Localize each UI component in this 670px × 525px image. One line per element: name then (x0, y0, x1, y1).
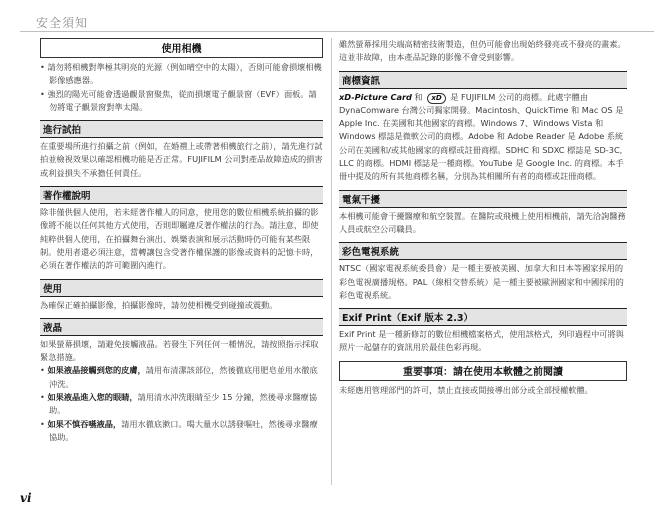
copyright-text: 除非僅供個人使用，若未經著作權人的同意，使用您的數位相機系統拍攝的影像將不能以任何其他方式使用，否則即屬違反著作權法的行為。請注意，即使純粹供個人使用，在拍攝舞台演出、娛樂表演和展示活動時仍可能有某些限制。使用者還必須注意，當轉讓包含受著作權保護的影像或資料的記憶卡時，必須在著作權法的許可範圍內進行。 (40, 207, 319, 271)
handling-text: 為確保正確拍攝影像，拍攝影像時，請勿使相機受到碰撞或震動。 (40, 299, 278, 310)
copyright-heading: 著作權說明 (40, 186, 323, 204)
lcd-bullet-eyes (40, 391, 323, 418)
trademark-text (339, 91, 627, 184)
lcd-heading: 液晶 (40, 318, 323, 336)
xd-logo-icon: xD (427, 93, 445, 104)
usage-bullet-1: • 請勿將相機對準極其明亮的光源（例如晴空中的太陽），否則可能會損壞相機影像感應器。 (40, 61, 323, 88)
lcd-bullet-skin-rest: 請用布清潔該部位，然後徹底用肥皂並用水徹底沖洗。 (49, 365, 318, 389)
interference-heading: 電氣干擾 (339, 190, 627, 208)
usage-heading: 使用相機 (40, 38, 323, 58)
trademark-and: 和 (414, 91, 423, 102)
lcd-continued-text: 雖然螢幕採用尖端高精密技術製造，但仍可能會出現始終發亮或不發亮的畫素。這並非故障，由本產品記錄的影像不會受到影響。 (339, 39, 626, 63)
test-shot-heading: 進行試拍 (40, 120, 323, 138)
lcd-bullet-skin (40, 364, 323, 391)
lcd-bullet-skin-bold: 如果液晶接觸到您的皮膚， (47, 365, 146, 376)
page-header-title: 安全須知 (36, 16, 89, 30)
important-heading: 重要事項：請在使用本軟體之前閱讀 (339, 361, 627, 381)
lcd-bullet-swallow-bold: 如果不慎吞嚥液晶， (47, 418, 122, 429)
trademark-heading: 商標資訊 (339, 71, 627, 89)
exif-heading: Exif Print（Exif 版本 2.3） (339, 308, 627, 326)
tv-system-text: NTSC（國家電視系統委員會）是一種主要被美國、加拿大和日本等國家採用的彩色電視廣播規格。PAL（線相交替系統）是一種主要被歐洲國家和中國採用的彩色電視系統。 (339, 263, 624, 300)
tv-system-heading: 彩色電視系統 (339, 242, 627, 260)
column-divider (331, 38, 332, 485)
lcd-bullet-eyes-rest: 請用清水沖洗眼睛至少 15 分鐘，然後尋求醫療協助。 (49, 392, 317, 416)
test-shot-text: 在重要場所進行拍攝之前（例如，在婚禮上或帶著相機旅行之前），請先進行試拍並檢視效果以確認相機功能是否正常。FUJIFILM 公司對產品故障造成的損害或利益損失不承擔任何責任。 (40, 141, 323, 178)
xd-picture-card-brand: xD-Picture Card (339, 91, 412, 102)
handling-heading: 使用 (40, 279, 323, 297)
lcd-bullet-swallow-rest: 請用水徹底漱口。喝大量水以誘發嘔吐，然後尋求醫療協助。 (49, 418, 318, 442)
page-number: vi (20, 491, 32, 505)
interference-text: 本相機可能會干擾醫療和航空裝置。在醫院或飛機上使用相機前，請先洽詢醫務人員或航空公司職員。 (339, 210, 626, 234)
header-rule (20, 31, 654, 32)
lcd-bullet-eyes-bold: 如果液晶進入您的眼睛， (47, 392, 138, 403)
lcd-bullet-swallow (40, 418, 323, 445)
trademark-text-body: 是 FUJIFILM 公司的商標。此處字體由 DynaComware 台灣公司獨家開發。Macintosh、QuickTime 和 Mac OS 是 Apple Inc. 在美國和其他國家的商標。Windows 7、Windows Vista 和 Windows 標誌是微軟公司的商標。Adobe 和 Adobe Reader 是 Adobe 系統公司在美國和/或其他國家的商標或註冊商標。SDHC 和 SDXC 標誌是 SD-3C, LLC 的商標。HDMI 標誌是一種商標。YouTube 是 Google Inc. 的商標。本手冊中提及的所有其他商標名稱，分別為其相關所有者的商標或註冊商標。 (339, 91, 624, 182)
usage-bullet-2: • 強烈的陽光可能會透過觀景窗聚焦，從而損壞電子觀景窗（EVF）面板。請勿將電子觀景窗對準太陽。 (40, 88, 323, 115)
right-column (339, 38, 627, 397)
lcd-text: 如果螢幕損壞，請避免接觸液晶。若發生下列任何一種情況，請按照指示採取緊急措施。 (40, 338, 319, 363)
exif-text: Exif Print 是一種新修訂的數位相機檔案格式，使用該格式，列印過程中可將與照片一起儲存的資訊用於最佳色彩再現。 (339, 329, 624, 353)
left-column (40, 38, 323, 444)
important-text: 未經應用管理部門的許可，禁止直接或間接導出部分或全部授權軟體。 (339, 384, 593, 395)
